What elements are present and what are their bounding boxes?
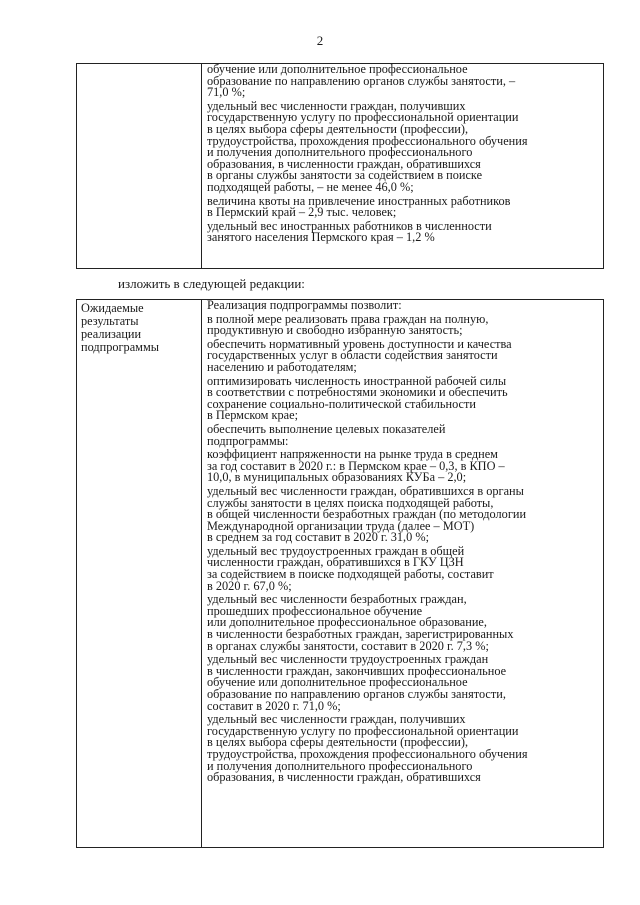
- top-left-cell: [77, 64, 202, 269]
- table-row: [77, 64, 604, 269]
- paragraph: в полной мере реализовать права граждан на полную, продуктивную и свободно избранную занятость;: [207, 311, 489, 338]
- paragraph: удельный вес численности безработных граждан, прошедших профессиональное обучение или дополнительное профессиональное образование, в численности безработных граждан, зарегистрированных в органах службы занятости, составит в 2020 г. 7,3 %;: [207, 592, 514, 653]
- paragraph: коэффициент напряженности на рынке труда в среднем за год составит в 2020 г.: в Пермском крае – 0,3, в КПО – 10,0, в муниципальных образованиях КУБа – 2,0;: [207, 447, 505, 485]
- top-table: [76, 63, 604, 269]
- page-number: 2: [316, 33, 324, 48]
- top-right-cell: [202, 64, 604, 269]
- paragraph: удельный вес численности граждан, получивших государственную услугу по профессиональной ориентации в целях выбора сферы деятельности (профессии), трудоустройства, прохождения профессионального обучения и получения дополнительного профессионального образования, в численности граждан, обратившихся в органы службы занятости за содействием в поиске подходящей работы, – не менее 46,0 %;: [207, 98, 528, 194]
- paragraph: оптимизировать численность иностранной рабочей силы в соответствии с потребностями экономики и обеспечить сохранение социально-политической стабильности в Пермском крае;: [207, 373, 508, 423]
- paragraph: удельный вес численности трудоустроенных граждан в численности граждан, закончивших профессиональное обучение или дополнительное профессиональное образование по направлению органов службы занятости, составит в 2020 г. 71,0 %;: [207, 652, 507, 713]
- paragraph: удельный вес численности граждан, получивших государственную услугу по профессиональной ориентации в целях выбора сферы деятельности (профессии), трудоустройства, прохождения профессионального обучения и получения дополнительного профессионального образования, в численности граждан, обратившихся: [207, 712, 528, 785]
- paragraph: величина квоты на привлечение иностранных работников в Пермский край – 2,9 тыс. человек;: [207, 193, 511, 220]
- bottom-table: [76, 299, 604, 848]
- paragraph: обеспечить выполнение целевых показателей подпрограммы:: [207, 421, 446, 448]
- paragraph: удельный вес иностранных работников в численности занятого населения Пермского края – 1,2 %: [207, 218, 492, 245]
- table-row: [77, 300, 604, 848]
- paragraph: обеспечить нормативный уровень доступности и качества государственных услуг в области содействия занятости населению и работодателям;: [207, 336, 512, 374]
- paragraph: Реализация подпрограммы позволит:: [207, 298, 402, 312]
- paragraph: удельный вес трудоустроенных граждан в общей численности граждан, обратившихся в ГКУ ЦЗН за содействием в поиске подходящей работы, составит в 2020 г. 67,0 %;: [207, 543, 494, 593]
- paragraph: удельный вес численности граждан, обратившихся в органы службы занятости в целях поиска подходящей работы, в общей численности безработных граждан (по методологии Международной организации труда (далее – МОТ) в среднем за год составит в 2020 г. 31,0 %;: [207, 483, 527, 545]
- continue-note: изложить в следующей редакции:: [118, 276, 305, 291]
- row-label: Ожидаемые результаты реализации подпрограммы: [77, 300, 202, 848]
- row-content: [202, 300, 604, 848]
- paragraph: обучение или дополнительное профессиональное образование по направлению органов службы занятости, – 71,0 %;: [207, 62, 516, 100]
